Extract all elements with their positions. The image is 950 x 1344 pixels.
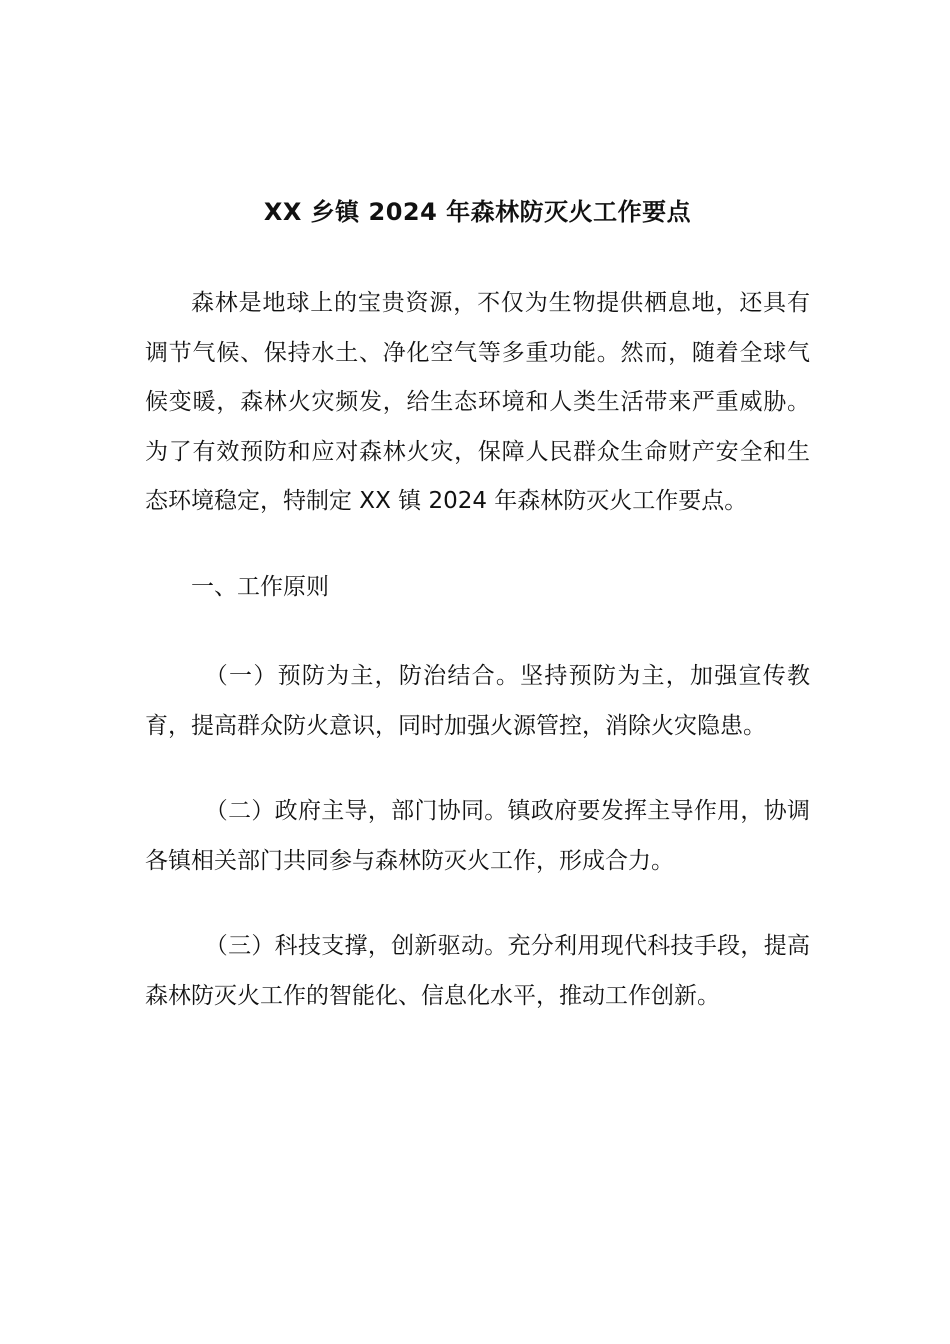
- document-title: XX 乡镇 2024 年森林防灭火工作要点: [263, 198, 692, 226]
- principle-item-3: （三）科技支撑，创新驱动。充分利用现代科技手段，提高森林防灭火工作的智能化、信息化水平，推动工作创新。: [145, 933, 810, 1009]
- principle-item-2: （二）政府主导，部门协同。镇政府要发挥主导作用，协调各镇相关部门共同参与森林防灭火工作，形成合力。: [145, 798, 810, 874]
- principle-item-1: （一）预防为主，防治结合。坚持预防为主，加强宣传教育，提高群众防火意识，同时加强火源管控，消除火灾隐患。: [145, 663, 810, 739]
- intro-paragraph: 森林是地球上的宝贵资源，不仅为生物提供栖息地，还具有调节气候、保持水土、净化空气等多重功能。然而，随着全球气候变暖，森林火灾频发，给生态环境和人类生活带来严重威胁。为了有效预防和应对森林火灾，保障人民群众生命财产安全和生态环境稳定，特制定 XX 镇 2024 年森林防灭火工作要点。: [145, 290, 810, 514]
- document-page: [145, 190, 810, 1021]
- section-heading: 一、工作原则: [191, 573, 329, 600]
